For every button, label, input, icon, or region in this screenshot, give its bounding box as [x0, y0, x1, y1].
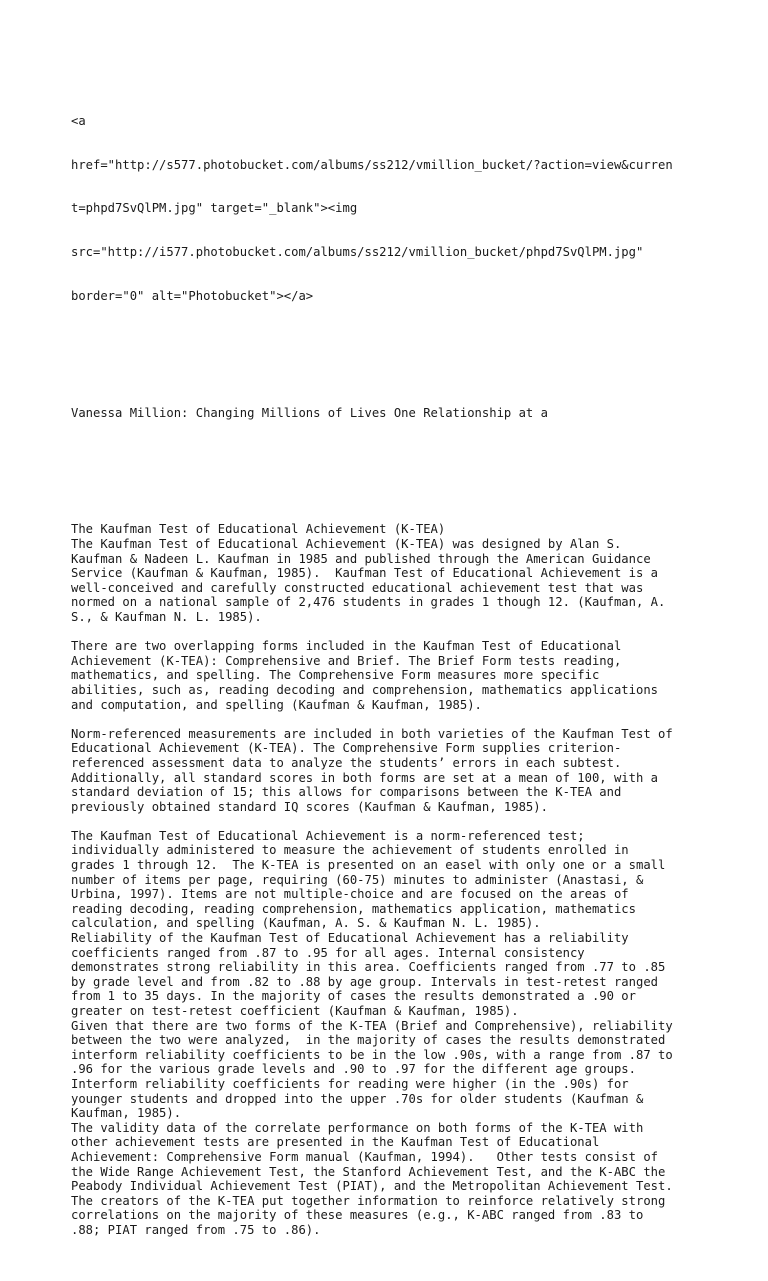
text-line: Urbina, 1997). Items are not multiple-choice and are focused on the areas of [71, 887, 629, 902]
text-line: number of items per page, requiring (60-75) minutes to administer (Anastasi, & [71, 872, 644, 887]
text-line: standard deviation of 15; this allows for comparisons between the K-TEA and [71, 785, 622, 800]
html-snippet-line: <a [71, 113, 86, 128]
text-line: Achievement: Comprehensive Form manual (Kaufman, 1994). Other tests consist of [71, 1149, 658, 1164]
text-line: Interform reliability coefficients for reading were higher (in the .90s) for [71, 1076, 629, 1091]
text-line: Norm-referenced measurements are included in both varieties of the Kaufman Test of [71, 726, 673, 741]
text-line: well-conceived and carefully constructed educational achievement test that was [71, 580, 644, 595]
text-line: demonstrates strong reliability in this area. Coefficients ranged from .77 to .85 [71, 960, 666, 975]
text-line: by grade level and from .82 to .88 by age group. Intervals in test-retest ranged [71, 974, 658, 989]
html-snippet-line: border="0" alt="Photobucket"></a> [71, 288, 314, 303]
text-line: interform reliability coefficients to be in the low .90s, with a range from .87 to [71, 1047, 673, 1062]
paragraph-gap [71, 347, 701, 362]
text-line: younger students and dropped into the upper .70s for older students (Kaufman & [71, 1091, 644, 1106]
text-line: The Kaufman Test of Educational Achievement is a norm-referenced test; [71, 828, 585, 843]
text-line: .96 for the various grade levels and .90 to .97 for the different age groups. [71, 1062, 636, 1077]
paragraph [71, 639, 701, 712]
text-line: the Wide Range Achievement Test, the Stanford Achievement Test, and the K-ABC the [71, 1164, 666, 1179]
text-line: reading decoding, reading comprehension, mathematics application, mathematics [71, 901, 636, 916]
paragraph-gap [71, 814, 701, 829]
text-line: normed on a national sample of 2,476 students in grades 1 though 12. (Kaufman, A. [71, 595, 666, 610]
paragraph-gap [71, 464, 701, 479]
paragraphs-container [71, 522, 701, 1237]
text-line: referenced assessment data to analyze the students’ errors in each subtest. [71, 755, 622, 770]
text-line: S., & Kaufman N. L. 1985). [71, 609, 262, 624]
document-body [71, 70, 701, 1281]
text-line: and computation, and spelling (Kaufman & Kaufman, 1985). [71, 697, 482, 712]
text-line: Peabody Individual Achievement Test (PIAT), and the Metropolitan Achievement Test. [71, 1179, 673, 1194]
text-line: between the two were analyzed, in the majority of cases the results demonstrated [71, 1033, 666, 1048]
text-line: calculation, and spelling (Kaufman, A. S. & Kaufman N. L. 1985). [71, 916, 541, 931]
text-line: coefficients ranged from .87 to .95 for all ages. Internal consistency [71, 945, 585, 960]
text-line: greater on test-retest coefficient (Kaufman & Kaufman, 1985). [71, 1004, 519, 1018]
text-line: previously obtained standard IQ scores (Kaufman & Kaufman, 1985). [71, 799, 548, 814]
text-line: Given that there are two forms of the K-TEA (Brief and Comprehensive), reliability [71, 1018, 673, 1033]
paragraph-gap [71, 625, 701, 640]
text-line: The validity data of the correlate performance on both forms of the K-TEA with [71, 1120, 644, 1135]
text-line: .88; PIAT ranged from .75 to .86). [71, 1222, 321, 1237]
paragraph [71, 727, 701, 815]
html-snippet-line: t=phpd7SvQlPM.jpg" target="_blank"><img [71, 201, 358, 216]
text-line: other achievement tests are presented in the Kaufman Test of Educational [71, 1135, 600, 1150]
text-line: abilities, such as, reading decoding and comprehension, mathematics applications [71, 682, 658, 697]
html-snippet-line: href="http://s577.photobucket.com/albums/ss212/vmillion_bucket/?action=view&curren [71, 157, 673, 172]
text-line: Achievement (K-TEA): Comprehensive and Brief. The Brief Form tests reading, [71, 653, 622, 668]
text-line: Kaufman, 1985). [71, 1106, 182, 1121]
paragraph [71, 829, 701, 1238]
text-line: Educational Achievement (K-TEA). The Comprehensive Form supplies criterion- [71, 741, 622, 756]
text-line: correlations on the majority of these measures (e.g., K-ABC ranged from .83 to [71, 1208, 644, 1223]
paragraph-gap [71, 712, 701, 727]
text-line: The creators of the K-TEA put together information to reinforce relatively strong [71, 1193, 666, 1208]
text-line: Service (Kaufman & Kaufman, 1985). Kaufman Test of Educational Achievement is a [71, 566, 658, 581]
heading-line: Vanessa Million: Changing Millions of Lives One Relationship at a [71, 405, 548, 420]
text-line: There are two overlapping forms included in the Kaufman Test of Educational [71, 639, 622, 654]
text-line: individually administered to measure the achievement of students enrolled in [71, 843, 629, 858]
html-snippet-line: src="http://i577.photobucket.com/albums/ss212/vmillion_bucket/phpd7SvQlPM.jpg" [71, 245, 644, 260]
text-line: Reliability of the Kaufman Test of Educational Achievement has a reliability [71, 931, 629, 946]
text-line: mathematics, and spelling. The Comprehensive Form measures more specific [71, 668, 600, 683]
text-line: The Kaufman Test of Educational Achievement (K-TEA) [71, 522, 446, 537]
text-line: Additionally, all standard scores in both forms are set at a mean of 100, with a [71, 770, 658, 785]
text-line: grades 1 through 12. The K-TEA is presented on an easel with only one or a small [71, 858, 666, 873]
text-line: Kaufman & Nadeen L. Kaufman in 1985 and published through the American Guidance [71, 551, 651, 566]
paragraph [71, 522, 701, 624]
text-line: from 1 to 35 days. In the majority of cases the results demonstrated a .90 or [71, 989, 636, 1004]
text-line: The Kaufman Test of Educational Achievement (K-TEA) was designed by Alan S. [71, 537, 622, 551]
